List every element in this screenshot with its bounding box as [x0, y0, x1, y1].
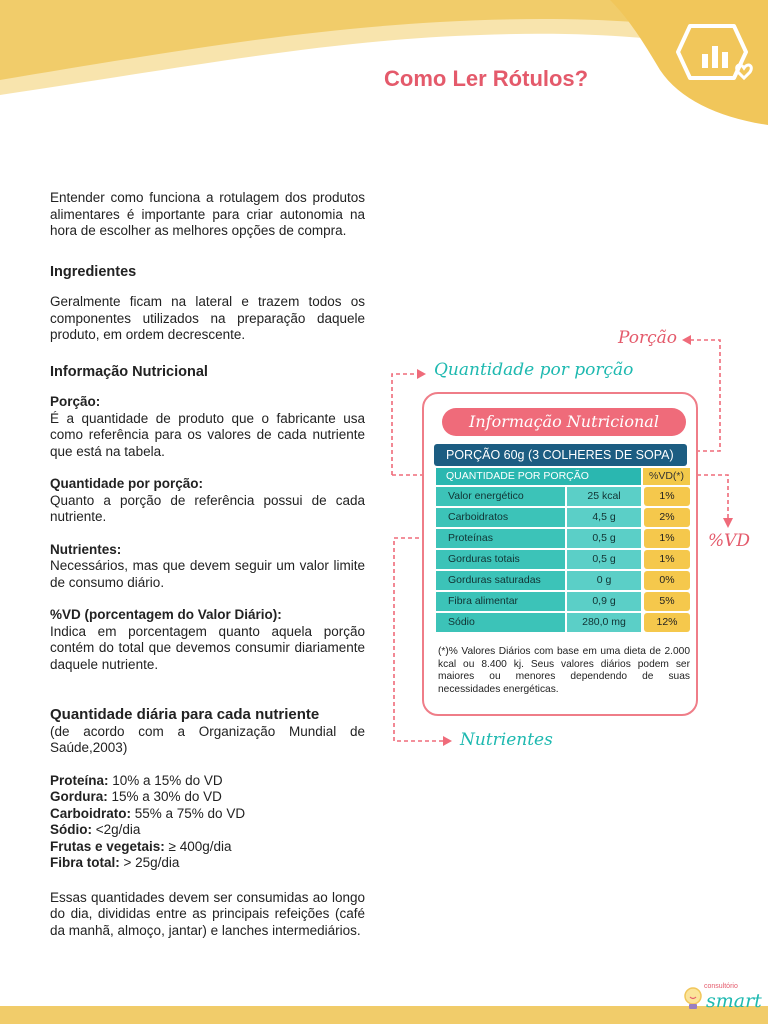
card-title: Informação Nutricional [442, 408, 686, 436]
nutrition-label-card [422, 392, 698, 716]
daily-item: Frutas e vegetais: ≥ 400g/dia [50, 838, 232, 854]
ingredients-text: Geralmente ficam na lateral e trazem todos os componentes utilizados na preparação daquele produto, em ordem decrescente. [50, 294, 365, 342]
vd-text: Indica em porcentagem quanto aquela porção contém do total que devemos consumir diariamente daquele nutriente. [50, 623, 365, 672]
table-row: Sódio 280,0 mg 12% [436, 613, 692, 632]
porcao-term: Porção: [50, 394, 101, 409]
footer-bar [0, 1006, 768, 1024]
nutrientes-text: Necessários, mas que devem seguir um valor limite de consumo diário. [50, 558, 365, 590]
nutrition-info-heading: Informação Nutricional [50, 363, 208, 380]
label-quantidade-por-porcao: Quantidade por porção [434, 360, 634, 380]
daily-item: Gordura: 15% a 30% do VD [50, 789, 222, 804]
table-row: Gorduras saturadas 0 g 0% [436, 571, 692, 590]
table-row: Valor energético 25 kcal 1% [436, 487, 692, 506]
label-vd: %VD [708, 531, 751, 551]
chart-heart-logo-icon [676, 22, 758, 84]
table-row: Fibra alimentar 0,9 g 5% [436, 592, 692, 611]
left-column [50, 190, 365, 939]
daily-heading: Quantidade diária para cada nutriente [50, 706, 320, 723]
daily-item: Sódio: <2g/dia [50, 822, 141, 837]
table-row: Gorduras totais 0,5 g 1% [436, 550, 692, 569]
page-title: Como Ler Rótulos? [384, 66, 589, 91]
porcao-text: É a quantidade de produto que o fabricante usa como referência para os valores de cada nutriente que está na tabela. [50, 410, 365, 459]
porcao-definition [50, 394, 365, 460]
label-nutrientes: Nutrientes [460, 730, 553, 750]
daily-list [50, 773, 365, 872]
vd-term: %VD (porcentagem do Valor Diário): [50, 607, 282, 622]
lightbulb-icon [682, 985, 704, 1013]
footer-brand: smart [706, 990, 762, 1012]
vd-definition [50, 607, 365, 673]
footer-logo [682, 983, 762, 1017]
ingredients-heading: Ingredientes [50, 263, 137, 280]
label-porcao: Porção [618, 328, 678, 348]
footnote: (*)% Valores Diários com base em uma dieta de 2.000 kcal ou 8.400 kj. Seus valores diários podem ser maiores ou menores dependendo de suas necessidades energéticas. [438, 646, 690, 695]
table-header [436, 468, 692, 485]
qpp-definition [50, 476, 365, 526]
qpp-header: QUANTIDADE POR PORÇÃO [436, 468, 641, 485]
daily-item: Proteína: 10% a 15% do VD [50, 772, 223, 788]
table-row: Proteínas 0,5 g 1% [436, 529, 692, 548]
vd-header: %VD(*) [643, 468, 690, 485]
footer-small-text: consultório [704, 983, 738, 990]
table-row: Carboidratos 4,5 g 2% [436, 508, 692, 527]
intro-paragraph: Entender como funciona a rotulagem dos produtos alimentares é importante para criar autonomia na hora de escolher as melhores opções de compra. [50, 190, 365, 238]
porcao-bar: PORÇÃO 60g (3 COLHERES DE SOPA) [434, 444, 687, 466]
daily-item: Carboidrato: 55% a 75% do VD [50, 805, 246, 821]
daily-item: Fibra total: > 25g/dia [50, 855, 180, 870]
nutrientes-definition [50, 542, 365, 592]
nutrientes-term: Nutrientes: [50, 541, 122, 557]
qpp-term: Quantidade por porção: [50, 476, 204, 491]
qpp-text: Quanto a porção de referência possui de cada nutriente. [50, 492, 365, 524]
daily-source: (de acordo com a Organização Mundial de Saúde,2003) [50, 723, 365, 755]
daily-closing: Essas quantidades devem ser consumidas ao longo do dia, divididas entre as principais refeições (café da manhã, almoço, jantar) e lanches intermediários. [50, 889, 365, 938]
